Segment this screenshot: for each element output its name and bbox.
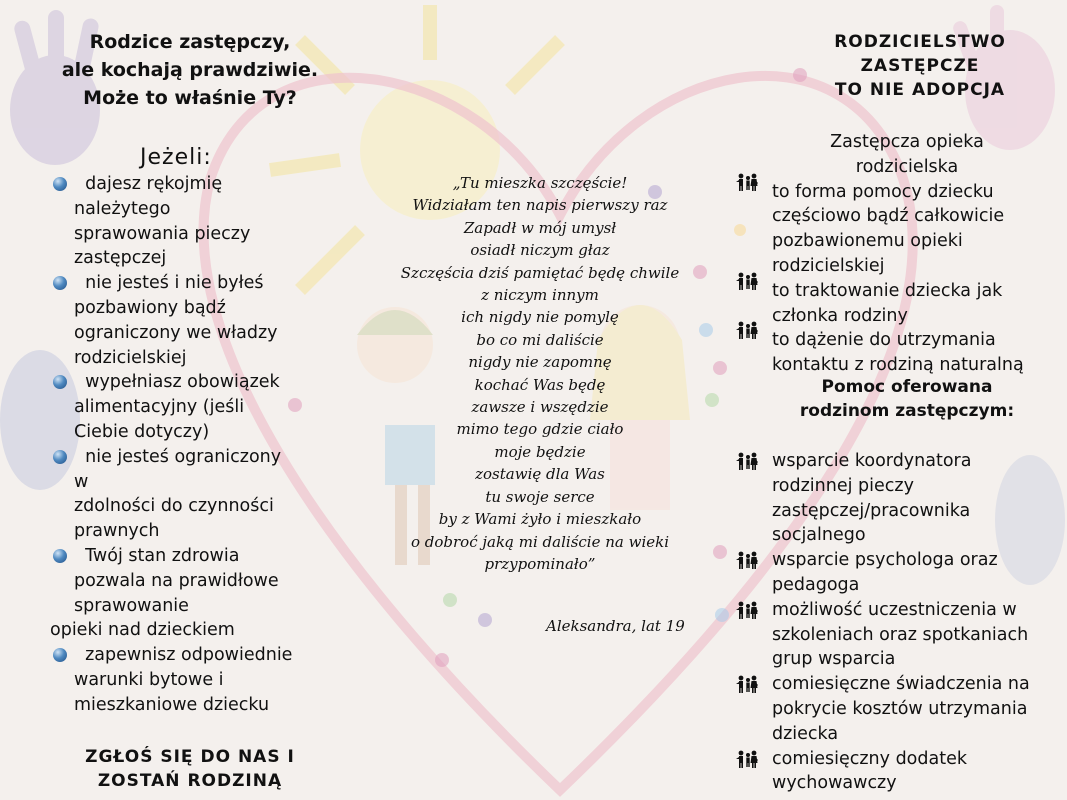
care-intro-text: to dążenie do utrzymania (772, 330, 996, 351)
poem-line: Zapadł w mój umysł (463, 218, 617, 237)
support-item-line: szkoleniach oraz spotkaniach (772, 624, 1029, 645)
condition-line: zapewnisz odpowiednie (74, 645, 293, 666)
support-item (772, 672, 1062, 746)
care-intro-line (772, 204, 1062, 229)
care-intro-text: kontaktu z rodziną naturalną (772, 355, 1024, 376)
support-item (772, 548, 1062, 598)
poem-line: kochać Was będę (474, 375, 606, 394)
poem-line: Szczęścia dziś pamiętać będę chwile (400, 263, 680, 282)
family-icon (736, 272, 758, 290)
support-item-line: grup wsparcia (772, 649, 896, 670)
right-title-line: TO NIE ADOPCJA (834, 80, 1006, 100)
poem-line: Widziałam ten napis pierwszy raz (412, 196, 668, 215)
care-intro-line (772, 155, 1042, 180)
condition-line: rodzicielskiej (74, 347, 187, 368)
care-intro (772, 130, 1062, 378)
condition-line: nie jesteś ograniczony (74, 446, 282, 467)
poem-author: Aleksandra, lat 19 (546, 617, 685, 635)
condition-line: opieki nad dzieckiem (50, 620, 235, 641)
care-intro-text: pozbawionemu opieki (772, 231, 963, 252)
bullet-icon (53, 177, 67, 191)
right-title-line: RODZICIELSTWO (834, 32, 1006, 52)
care-intro-text: rodzicielskiej (772, 255, 885, 276)
condition-line: wypełniasz obowiązek (74, 372, 280, 393)
poem (360, 172, 720, 575)
support-item-line: zastępczej/pracownika (772, 500, 971, 521)
condition-line: zdolności do czynności (74, 496, 274, 517)
condition-item (48, 643, 328, 717)
care-intro-line (772, 180, 1062, 205)
left-title (40, 28, 340, 112)
poem-line: o dobroć jaką mi daliście na wieki (410, 532, 670, 551)
bullet-icon (53, 450, 67, 464)
family-icon (736, 601, 758, 619)
support-item-line: dziecka (772, 723, 839, 744)
right-title-line: ZASTĘPCZE (860, 56, 980, 76)
poem-line: zostawię dla Was (475, 465, 605, 484)
poem-line: by z Wami żyło i mieszkało (438, 510, 642, 529)
condition-line: prawnych (74, 521, 160, 542)
support-item-line: wsparcie psychologa oraz (772, 550, 998, 571)
cta-line: ZOSTAŃ RODZINĄ (97, 771, 283, 791)
condition-line: sprawowania pieczy (74, 223, 251, 244)
support-title-line: Pomoc oferowana (821, 377, 993, 397)
poem-line: przypominało” (484, 554, 596, 573)
family-icon (736, 551, 758, 569)
poem-line: nigdy nie zapomnę (468, 353, 612, 372)
condition-line: ograniczony we władzy (74, 322, 278, 343)
family-icon (736, 675, 758, 693)
care-intro-text: członka rodziny (772, 305, 908, 326)
care-intro-text: częściowo bądź całkowicie (772, 206, 1005, 227)
support-item-line: comiesięczny dodatek (772, 748, 967, 769)
care-intro-line (772, 279, 1062, 304)
condition-item (48, 271, 328, 370)
support-item-line: wychowawczy (772, 773, 897, 794)
condition-item (48, 370, 328, 444)
condition-item (48, 172, 328, 271)
condition-item (48, 445, 328, 544)
care-intro-line (772, 130, 1042, 155)
bullet-icon (53, 549, 67, 563)
poem-line: osiadł niczym głaz (470, 241, 610, 260)
poem-line: mimo tego gdzie ciało (456, 420, 624, 439)
condition-line: warunki bytowe i (74, 669, 224, 690)
support-item (772, 598, 1062, 672)
left-call-to-action (40, 745, 340, 793)
condition-line: pozbawiony bądź (74, 297, 226, 318)
family-icon (736, 750, 758, 768)
poem-line: z niczym innym (481, 286, 599, 305)
left-title-line: Może to właśnie Ty? (83, 87, 297, 109)
care-intro-text: rodzicielska (855, 156, 959, 177)
support-list (772, 449, 1062, 796)
care-intro-line (772, 229, 1062, 254)
support-item-line: pedagoga (772, 574, 860, 595)
care-intro-line (772, 328, 1062, 353)
support-item (772, 449, 1062, 548)
poem-line: ich nigdy nie pomylę (461, 308, 619, 327)
left-title-line: ale kochają prawdziwie. (61, 59, 319, 81)
poem-line: moje będzie (494, 442, 586, 461)
care-intro-text: Zastępcza opieka (830, 132, 984, 152)
support-item-line: comiesięczne świadczenia na (772, 674, 1030, 695)
condition-line: w (74, 471, 89, 492)
family-icon (736, 321, 758, 339)
poem-line: „Tu mieszka szczęście! (452, 174, 628, 192)
care-intro-line (772, 254, 1062, 279)
family-icon (736, 452, 758, 470)
support-item-line: możliwość uczestniczenia w (772, 599, 1017, 620)
condition-item (48, 544, 328, 643)
condition-line: mieszkaniowe dziecku (74, 694, 270, 715)
care-intro-text: to forma pomocy dziecku (772, 181, 994, 202)
condition-line: pozwala na prawidłowe (74, 570, 279, 591)
support-item-line: socjalnego (772, 525, 866, 546)
conditions-list (48, 172, 328, 718)
condition-line: Twój stan zdrowia (74, 545, 240, 566)
condition-line: sprawowanie (74, 595, 189, 616)
cta-line: ZGŁOŚ SIĘ DO NAS I (85, 747, 295, 767)
support-item (772, 747, 1062, 797)
poem-line: zawsze i wszędzie (471, 398, 609, 417)
if-heading: Jeżeli: (140, 145, 212, 170)
poem-line: tu swoje serce (485, 487, 595, 506)
support-item-line: pokrycie kosztów utrzymania (772, 698, 1028, 719)
family-icon (736, 173, 758, 191)
right-title (770, 30, 1067, 102)
condition-line: Ciebie dotyczy) (74, 421, 210, 442)
support-title (772, 375, 1042, 423)
condition-line: nie jesteś i nie byłeś (74, 273, 264, 294)
care-intro-text: to traktowanie dziecka jak (772, 280, 1003, 301)
condition-line: należytego (74, 198, 171, 219)
care-intro-line (772, 304, 1062, 329)
support-item-line: wsparcie koordynatora (772, 451, 972, 471)
support-title-line: rodzinom zastępczym: (799, 401, 1015, 421)
condition-line: dajesz rękojmię (74, 174, 223, 194)
support-item-line: rodzinnej pieczy (772, 475, 914, 496)
left-title-line: Rodzice zastępczy, (89, 31, 291, 53)
poem-line: bo co mi daliście (476, 330, 604, 349)
condition-line: zastępczej (74, 248, 167, 269)
condition-line: alimentacyjny (jeśli (74, 397, 245, 418)
